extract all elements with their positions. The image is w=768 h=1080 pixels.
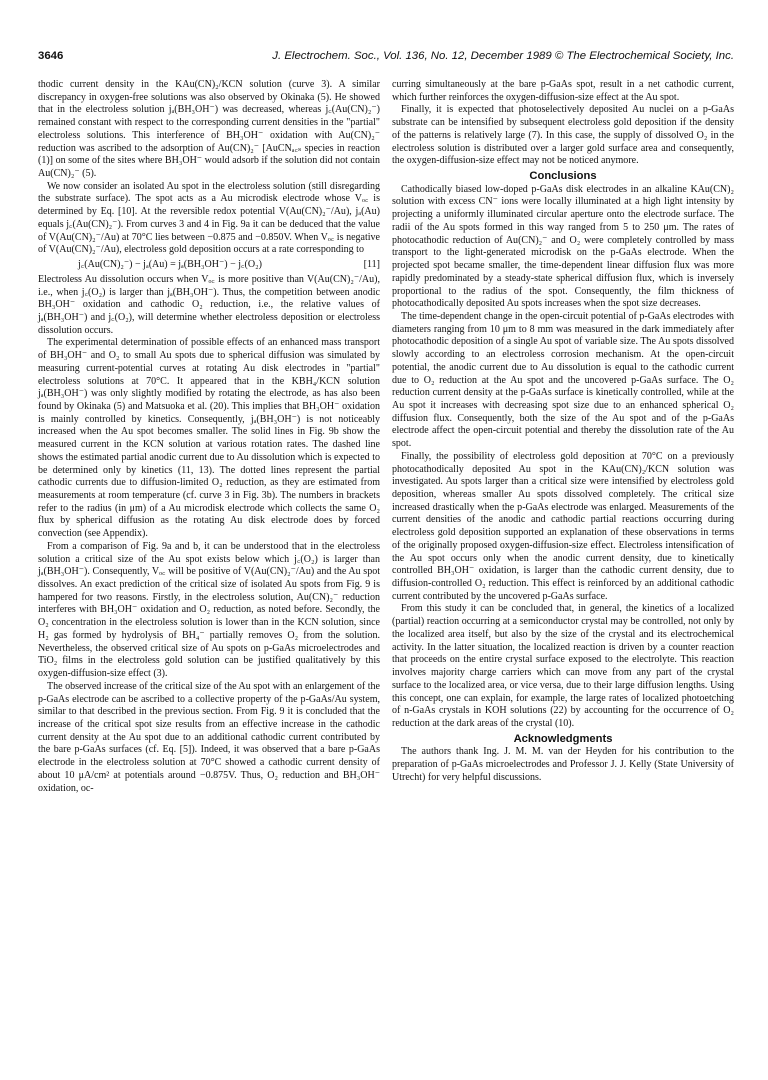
acknowledgments-heading: Acknowledgments — [513, 732, 613, 745]
paragraph: Cathodically biased low-doped p-GaAs disk electrodes in an alkaline KAu(CN)₂ solution with excess CN⁻ ions were locally illuminated at a high light intensity by projecting a uniformly illuminated circular aperture onto the electrode surface. The radii of the Au spots formed in this way ranged from 5 to 250 μm. The rates of photocathodic reduction of Au(CN)₂⁻ and O₂ were completely controlled by mass transport to the light-generated microdisk on the p-GaAs electrode. When the projected spot became smaller, the time-dependent linear diffusion flux was more rapidly predominated by a steady-state spherical diffusion flux, which is inversely proportional to the radius of the spot. Consequently, the film thickness of photocathodically deposited Au spots increases when the spot size decreases. — [392, 183, 734, 310]
equation-11 — [38, 259, 380, 272]
left-column — [38, 79, 380, 795]
paragraph: From a comparison of Fig. 9a and b, it can be understood that in the electroless solution a critical size of the Au spot exists below which j꜀(O₂) is larger than jₐ(BH₃OH⁻). Consequently, Vₒ꜀ will be positive of V(Au(CN)₂⁻/Au) and the Au spot dissolves. An exact prediction of the critical size of isolated Au spots from Fig. 9 is hampered for two reasons. Firstly, in the electroless solution, Au(CN)₂⁻ reduction interferes with BH₃OH⁻ oxidation and O₂ reduction, as noted before. Secondly, the O₂ concentration in the electroless solution is lower than in the KCN solution, since H₂ gas formed by hydrolysis of BH₄⁻ partially removes O₂ from the solution. Nevertheless, the observed critical size of Au spots on p-GaAs microelectrodes and TiO₂ films in the electroless gold solution can be justified qualitatively by this oxygen-diffusion-size effect (3). — [38, 540, 380, 680]
paragraph: The observed increase of the critical size of the Au spot with an enlargement of the p-GaAs electrode can be ascribed to a collective property of the p-GaAs/Au system, similar to that described in the previous section. From Fig. 9 it is concluded that the increase of the critical spot size results from an effective increase in the cathodic current density at the Au spot due to an additional cathodic current contributed by the bare p-GaAs surfaces (cf. Eq. [5]). Indeed, it was observed that a bare p-GaAs electrode in the electroless solution at 70°C showed a cathodic current density of about 10 μA/cm² at potentials around −0.875V. Thus, O₂ reduction and BH₃OH⁻ oxidation, oc- — [38, 680, 380, 794]
paragraph: The experimental determination of possible effects of an enhanced mass transport of BH₃OH⁻ and O₂ to small Au spots due to spherical diffusion was simulated by measuring current-potential curves at rotating Au disk electrodes in "partial" electroless solutions at 70°C. It appeared that in the KBH₄/KCN solution jₐ(BH₃OH⁻) was only slightly modified by rotating the electrode, as has also been found by Okinaka (5) and Matsuoka et al. (20). This implies that BH₃OH⁻ oxidation is mainly controlled by kinetics. Consequently, jₐ(BH₃OH⁻) is not noticeably increased when the Au spot becomes smaller. The solid lines in Fig. 9b show the measured current in the KCN solution at various rotation rates. The dashed line shows the estimated partial anodic current due to Au dissolution which is expected to be determined only by kinetics (11, 13). The dotted lines represent the partial cathodic currents due to diffusion-limited O₂ reduction, as they are estimated from measurements at room temperature (cf. curve 3 in Fig. 3b). The numbers in brackets refer to the radius (in μm) of a Au microdisk electrode which collects the same O₂ flux by spherical diffusion as the rotating Au disk electrode does by forced convection (see Appendix). — [38, 337, 380, 540]
equation-text: j꜀(Au(CN)₂⁻) − jₐ(Au) = jₐ(BH₃OH⁻) − j꜀(O₂) — [78, 259, 262, 271]
page-number: 3646 — [38, 50, 64, 62]
page-header — [38, 50, 734, 66]
paragraph: From this study it can be concluded that, in general, the kinetics of a localized (partial) reaction occurring at a semiconductor crystal may be controlled, not only by the localized area itself, but also by the size of the crystal and its electrochemical activity. In the latter situation, the localized reaction is driven by a counter reaction that proceeds on the entire crystal surface exposed to the electrolyte. This reaction involves majority charge carriers which can move from any part of the crystal surface to the localized area, or vice versa, due to their large diffusion lengths. Using this concept, one can explain, for example, the large rates of localized photoetching of n-GaAs crystals in KOH solutions (22) by accounting for the occurrence of O₂ reduction at the dark areas of the crystal (10). — [392, 603, 734, 729]
conclusions-heading: Conclusions — [529, 170, 597, 183]
paragraph: Electroless Au dissolution occurs when Vₒ꜀ is more positive than V(Au(CN)₂⁻/Au), i.e., when j꜀(O₂) is larger than jₐ(BH₃OH⁻). Thus, the competition between anodic BH₃OH⁻ oxidation and cathodic O₂ reduction, i.e., the relative values of jₐ(BH₃OH⁻) and j꜀(O₂), will determine whether electroless deposition or electroless dissolution occurs. — [38, 273, 380, 336]
paragraph: The time-dependent change in the open-circuit potential of p-GaAs electrodes with diameters ranging from 10 μm to 8 mm was measured in the dark immediately after photocathodic deposition of a single Au spot of variable size. The Au spots dissolved slowly according to an electroless corrosion mechanism. At the open-circuit potential, the anodic current due to Au dissolution is equal to the cathodic current due to O₂ reduction at the Au spot and the uncovered p-GaAs surface. The O₂ reduction current density at the p-GaAs surface is kinetically controlled, while at the Au spot it increases with decreasing spot size due to an enhanced spherical O₂ diffusion flux. Consequently, both the size of the Au spot and of the p-GaAs electrode affect the open-circuit potential and thereby the dissolution rate of the Au spot. — [392, 310, 734, 450]
paragraph: We now consider an isolated Au spot in the electroless solution (still disregarding the substrate surface). The spot acts as a Au microdisk electrode whose Vₒ꜀ is determined by Eq. [10]. At the reversible redox potential V(Au(CN)₂⁻/Au), jₐ(Au) equals j꜀(Au(CN)₂⁻). From curves 3 and 4 in Fig. 9a it can be deduced that the value of V(Au(CN)₂⁻/Au) at 70°C lies between −0.875 and −0.850V. When Vₒ꜀ is negative of V(Au(CN)₂⁻/Au), electroless gold deposition occurs at a rate corresponding to — [38, 180, 380, 256]
paragraph: Finally, the possibility of electroless gold deposition at 70°C on a previously photocathodically deposited Au spot in the KAu(CN)₂/KCN solution was investigated. Au spots larger than a critical size were intensified by electroless gold deposition, whereas smaller Au spots dissolved completely. The critical size increased drastically when the p-GaAs electrode was enlarged. Measurements of the current densities of the anodic and cathodic partial reactions occurring during electroless gold deposition supported an explanation of these observations in terms of the originally proposed oxygen-diffusion-size effect. Electroless intensification of the Au spot occurs only when the anodic current density, due to kinetically controlled BH₃OH⁻ oxidation, is larger than the cathodic current density, due to diffusion-controlled O₂ reduction. This effect is reinforced by an additional cathodic current contributed by the uncovered p-GaAs surface. — [392, 450, 734, 602]
equation-number: [11] — [363, 259, 380, 271]
paragraph: curring simultaneously at the bare p-GaAs spot, result in a net cathodic current, which further reinforces the oxygen-diffusion-size effect at the Au spot. — [392, 79, 734, 103]
paragraph: The authors thank Ing. J. M. M. van der Heyden for his contribution to the preparation of p-GaAs microelectrodes and Professor J. J. Kelly (State University of Utrecht) for very helpful discussions. — [392, 746, 734, 783]
paragraph: thodic current density in the KAu(CN)₂/KCN solution (curve 3). A similar discrepancy in oxygen-free solutions was also observed by Okinaka (5). He showed that in the electroless solution jₐ(BH₃OH⁻) was decreased, whereas j꜀(Au(CN)₂⁻) remained constant with respect to the corresponding current densities in the "partial" electroless solutions. This interference of BH₃OH⁻ oxidation with Au(CN)₂⁻ reduction was ascribed to the adsorption of Au(CN)₂⁻ [AuCNₐ꜀ₛ species in reaction (1)] on some of the sites where BH₃OH⁻ would adsorb if the solution did not contain Au(CN)₂⁻ (5). — [38, 79, 380, 180]
paragraph: Finally, it is expected that photoselectively deposited Au nuclei on a p-GaAs substrate can be intensified by subsequent electroless gold deposition if the density of the patterns is relatively large (7). In this case, the supply of dissolved O₂ in the electroless solution is distributed over a larger gold surface area and consequently, the oxygen-diffusion-size effect may not be noticed anymore. — [392, 104, 734, 167]
right-column — [392, 79, 734, 785]
journal-citation: J. Electrochem. Soc., Vol. 136, No. 12, December 1989 © The Electrochemical Society, Inc. — [272, 50, 734, 62]
